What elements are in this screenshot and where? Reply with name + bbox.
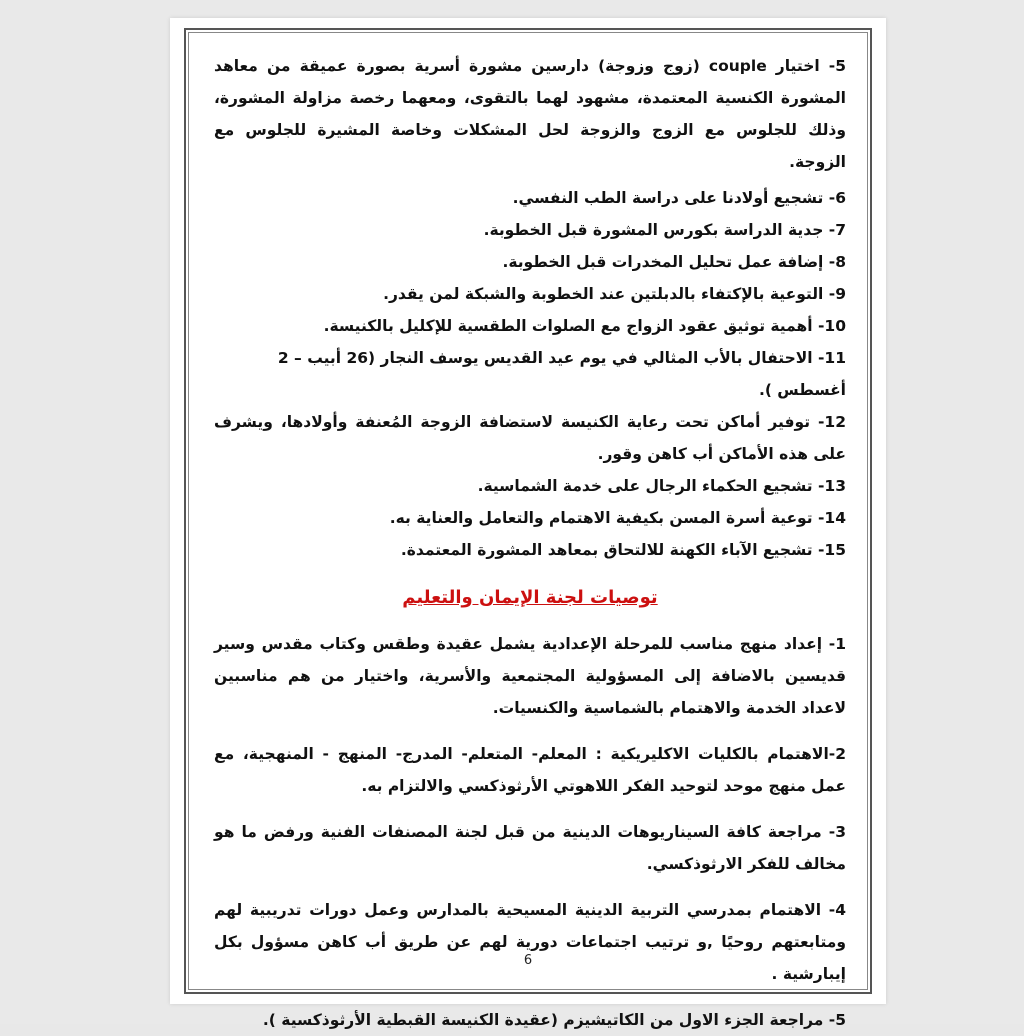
page-number: 6 <box>523 953 533 968</box>
recommendation-item-9: 9- التوعية بالإكتفاء بالدبلتين عند الخطوبة والشبكة لمن يقدر. <box>383 285 846 303</box>
faith-item-4: 4- الاهتمام بمدرسي التربية الدينية المسيحية بالمدارس وعمل دورات تدريبية لهم ومتابعتهم روحيًا ,و ترتيب اجتماعات دورية لهم عن طريق أب كاهن مسؤول بكل إيبارشية . <box>214 901 846 983</box>
faith-item-5: 5- مراجعة الجزء الاول من الكاتيشيزم (عقيدة الكنيسة القبطية الأرثوذكسية ). <box>262 1011 846 1029</box>
recommendation-item-6: 6- تشجيع أولادنا على دراسة الطب النفسي. <box>512 189 846 207</box>
faith-item-2: 2-الاهتمام بالكليات الاكليريكية : المعلم- المتعلم- المدرج- المنهج - المنهجية، مع عمل منهج موحد لتوحيد الفكر اللاهوتي الأرثوذكسي والالتزام به. <box>214 745 846 795</box>
faith-item-1: 1- إعداد منهج مناسب للمرحلة الإعدادية يشمل عقيدة وطقس وكتاب مقدس وسير قديسين بالاضافة إلى المسؤولية المجتمعية والأسرية، واختيار من هم مناسبين لاعداد الخدمة والاهتمام بالشماسية والكنسيات. <box>214 635 846 717</box>
recommendation-item-13: 13- تشجيع الحكماء الرجال على خدمة الشماسية. <box>477 477 846 495</box>
recommendation-item-14: 14- توعية أسرة المسن بكيفية الاهتمام والتعامل والعناية به. <box>389 509 846 527</box>
document-page <box>170 18 886 1029</box>
recommendation-item-8: 8- إضافة عمل تحليل المخدرات قبل الخطوبة. <box>502 253 846 271</box>
recommendation-item-12: 12- توفير أماكن تحت رعاية الكنيسة لاستضافة الزوجة المُعنفة وأولادها، ويشرف على هذه الأماكن أب كاهن وقور. <box>214 413 846 463</box>
recommendation-item-7: 7- جدية الدراسة بكورس المشورة قبل الخطوبة. <box>483 221 846 239</box>
recommendation-item-5: 5- اختيار couple (زوج وزوجة) دارسين مشورة أسرية بصورة عميقة من معاهد المشورة الكنسية المعتمدة، مشهود لهما بالتقوى، ومعهما رخصة مزاولة المشورة، وذلك للجلوس مع الزوج والزوجة لحل المشكلات وخاصة المشيرة للجلوس مع الزوجة. <box>214 57 847 171</box>
recommendation-item-11: 11- الاحتفال بالأب المثالي في يوم عيد القديس يوسف النجار (26 أبيب – 2 أغسطس ). <box>277 349 846 399</box>
recommendation-item-10: 10- أهمية توثيق عقود الزواج مع الصلوات الطقسية للإكليل بالكنيسة. <box>323 317 846 335</box>
recommendation-item-15: 15- تشجيع الآباء الكهنة للالتحاق بمعاهد المشورة المعتمدة. <box>400 541 846 559</box>
faith-item-3: 3- مراجعة كافة السيناريوهات الدينية من قبل لجنة المصنفات الفنية ورفض ما هو مخالف للفكر الارثوذكسي. <box>214 823 846 873</box>
page-content <box>214 50 846 1036</box>
section-heading: توصيات لجنة الإيمان والتعليم <box>402 587 658 608</box>
